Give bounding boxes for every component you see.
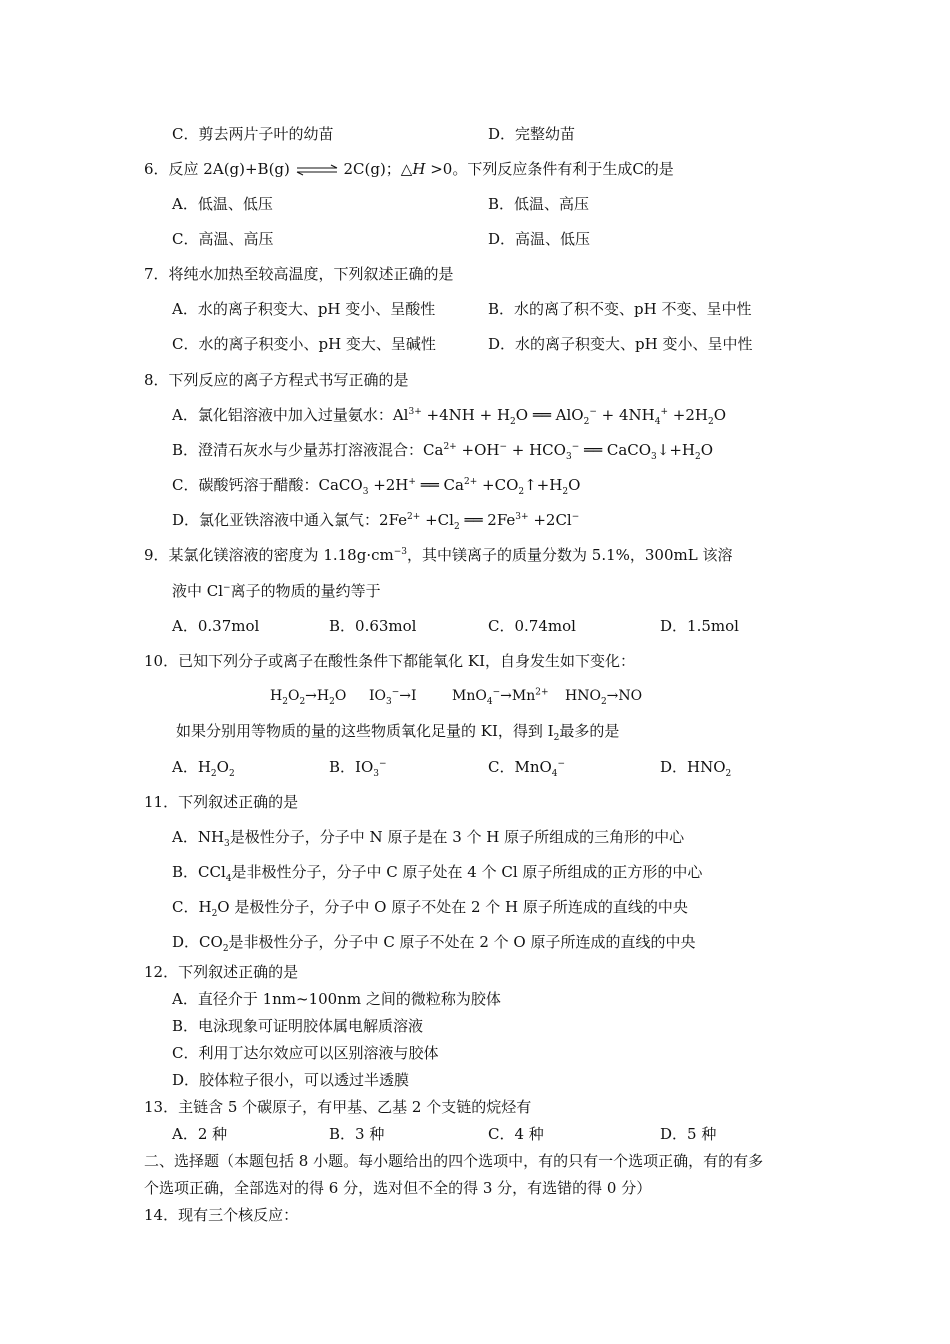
q10-stem: 10．已知下列分子或离子在酸性条件下都能氧化 KI，自身发生如下变化： [144,652,635,670]
q6-option-a: A．低温、低压 [172,195,273,213]
q11-option-d: D．$CO_2$是非极性分子，分子中 C 原子不处在 2 个 O 原子所连成的直线的中央 [172,933,696,954]
q6-stem: 6．反应 2A(g)+B(g) 2C(g)；△H >0。下列反应条件有利于生成C的是 [144,160,674,178]
q9-option-a: A．0.37mol [172,617,260,635]
q12-stem: 12．下列叙述正确的是 [144,963,299,981]
q8-option-a: A．氯化铝溶液中加入过量氨水：$Al^{3+} +4NH + H_2O$ ══ $AlO_2^- + 4NH_4^+ +2H_2O$ [172,406,727,427]
q12-option-c: C．利用丁达尔效应可以区别溶液与胶体 [172,1044,439,1062]
q10-option-a: A．$H_2O_2$ [172,758,235,779]
q7-stem: 7．将纯水加热至较高温度，下列叙述正确的是 [144,265,454,283]
q7-option-c: C．水的离子积变小、pH 变大、呈碱性 [172,335,436,353]
q10-reaction-4: $HNO_2\to NO$ [565,688,643,707]
q7-option-d: D．水的离子积变大、pH 变小、呈中性 [488,335,753,353]
q12-option-d: D．胶体粒子很小，可以透过半透膜 [172,1071,410,1089]
q9-option-b: B．0.63mol [329,617,417,635]
q10-stem-line2: 如果分别用等物质的量的这些物质氧化足量的 KI，得到 $I_2$最多的是 [176,722,620,743]
q13-option-a: A．2 种 [172,1125,228,1143]
q10-reaction-1: $H_2O_2\to H_2O$ [270,688,347,707]
q8-option-b: B．澄清石灰水与少量苏打溶液混合：$Ca^{2+} +OH^- + HCO_3^-$ ══ $CaCO_3↓+H_2O$ [172,441,714,462]
q12-option-b: B．电泳现象可证明胶体属电解质溶液 [172,1017,424,1035]
q13-stem: 13．主链含 5 个碳原子，有甲基、乙基 2 个支链的烷烃有 [144,1098,532,1116]
q6-option-d: D．高温、低压 [488,230,591,248]
q10-option-d: D．$HNO_2$ [660,758,732,779]
q11-stem: 11．下列叙述正确的是 [144,793,299,811]
q10-option-b: B．$IO_3^-$ [329,758,387,779]
q7-option-b: B．水的离了积不变、pH 不变、呈中性 [488,300,752,318]
q9-stem-line1: 9．某氯化镁溶液的密度为 $1.18g\cdot cm^{-3}$，其中镁离子的质量分数为 5.1%，300mL 该溶 [144,546,733,564]
q8-option-c: C．碳酸钙溶于醋酸：CaCO$_3$ +2H+ ══ $Ca^{2+}$ $+CO_2↑+H_2O$ [172,476,581,497]
q10-reaction-3: $MnO_4^-\to Mn^{2+}$ [452,687,549,707]
q9-option-d: D．1.5mol [660,617,739,635]
q9-option-c: C．0.74mol [488,617,576,635]
q5-option-c: C．剪去两片子叶的幼苗 [172,125,334,143]
q10-reaction-2: $IO_3^-\to I$ [369,687,417,707]
section2-heading-line1: 二、选择题（本题包括 8 小题。每小题给出的四个选项中，有的只有一个选项正确，有的有多 [144,1152,764,1170]
q12-option-a: A．直径介于 1nm~100nm 之间的微粒称为胶体 [172,990,501,1008]
q9-stem-line2: 液中 Cl−离子的物质的量约等于 [172,582,381,600]
q7-option-a: A．水的离子积变大、pH 变小、呈酸性 [172,300,436,318]
q11-option-c: C．$H_2O$ 是极性分子，分子中 O 原子不处在 2 个 H 原子所连成的直线的中央 [172,898,688,919]
section2-heading-line2: 个选项正确，全部选对的得 6 分，选对但不全的得 3 分，有选错的得 0 分） [144,1179,652,1197]
q10-option-c: C．MnO$_4$− [488,758,566,779]
q11-option-b: B．CCl$_4$是非极性分子，分子中 C 原子处在 4 个 Cl 原子所组成的正方形的中心 [172,863,703,884]
equilibrium-arrow-icon [295,164,339,176]
q13-option-c: C．4 种 [488,1125,544,1143]
q6-option-c: C．高温、高压 [172,230,274,248]
q11-option-a: A．$NH_3$是极性分子，分子中 N 原子是在 3 个 H 原子所组成的三角形的中心 [172,828,685,849]
q6-option-b: B．低温、高压 [488,195,590,213]
q8-option-d: D．氯化亚铁溶液中通入氯气：$2Fe^{2+} +Cl_2$ ══ $2Fe^{3+} +2Cl^-$ [172,511,580,532]
q5-option-d: D．完整幼苗 [488,125,576,143]
q13-option-d: D．5 种 [660,1125,717,1143]
q14-stem: 14．现有三个核反应： [144,1206,299,1224]
q13-option-b: B．3 种 [329,1125,385,1143]
q8-stem: 8．下列反应的离子方程式书写正确的是 [144,371,409,389]
